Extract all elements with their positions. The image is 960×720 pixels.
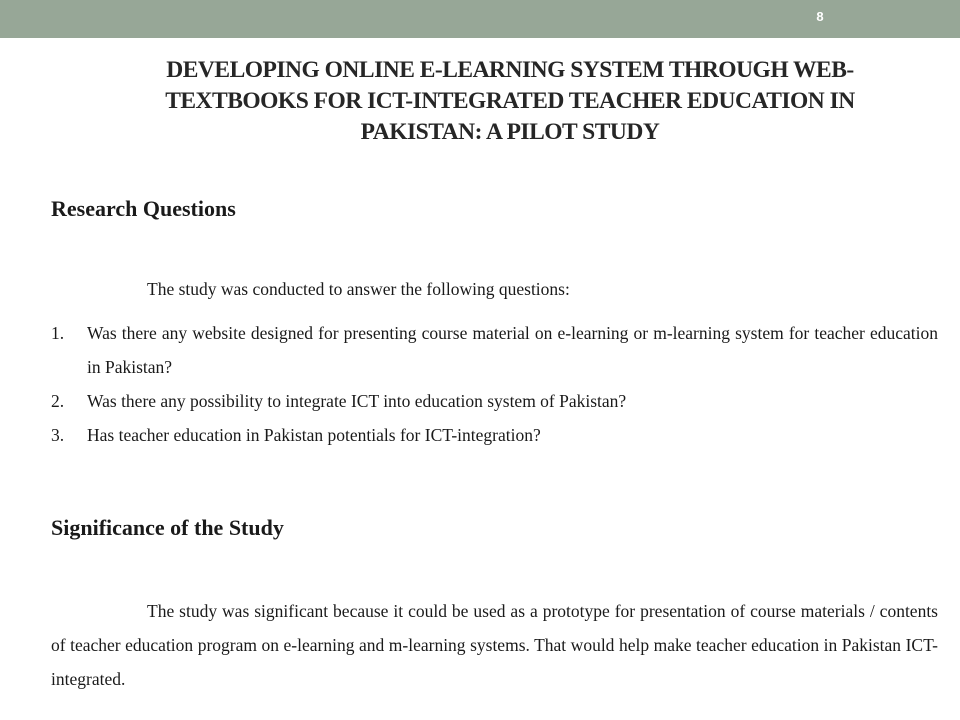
- research-questions-intro: The study was conducted to answer the following questions:: [147, 279, 570, 299]
- significance-paragraph: The study was significant because it could be used as a prototype for presentation of course materials / contents of teacher education program on e-learning and m-learning systems. That would help make teacher education in Pakistan ICT-integrated.: [51, 601, 938, 689]
- research-questions-heading: Research Questions: [51, 196, 236, 221]
- list-item-text: Has teacher education in Pakistan potentials for ICT-integration?: [87, 425, 541, 445]
- slide-header-bar: [0, 0, 960, 38]
- slide-title: DEVELOPING ONLINE E-LEARNING SYSTEM THROUGH WEB-TEXTBOOKS FOR ICT-INTEGRATED TEACHER EDUCATION IN PAKISTAN: A PILOT STUDY: [165, 57, 855, 145]
- list-item: [51, 418, 938, 452]
- list-item-number: 3.: [51, 425, 65, 445]
- page-number: 8: [816, 9, 824, 24]
- list-item-number: 2.: [51, 391, 65, 411]
- research-questions-list: [51, 316, 938, 452]
- list-item: [51, 316, 938, 384]
- list-item-number: 1.: [51, 323, 65, 343]
- list-item: [51, 384, 938, 418]
- list-item-text: Was there any website designed for presenting course material on e-learning or m-learning system for teacher education in Pakistan?: [87, 323, 938, 377]
- list-item-text: Was there any possibility to integrate ICT into education system of Pakistan?: [87, 391, 627, 411]
- significance-heading: Significance of the Study: [51, 515, 284, 540]
